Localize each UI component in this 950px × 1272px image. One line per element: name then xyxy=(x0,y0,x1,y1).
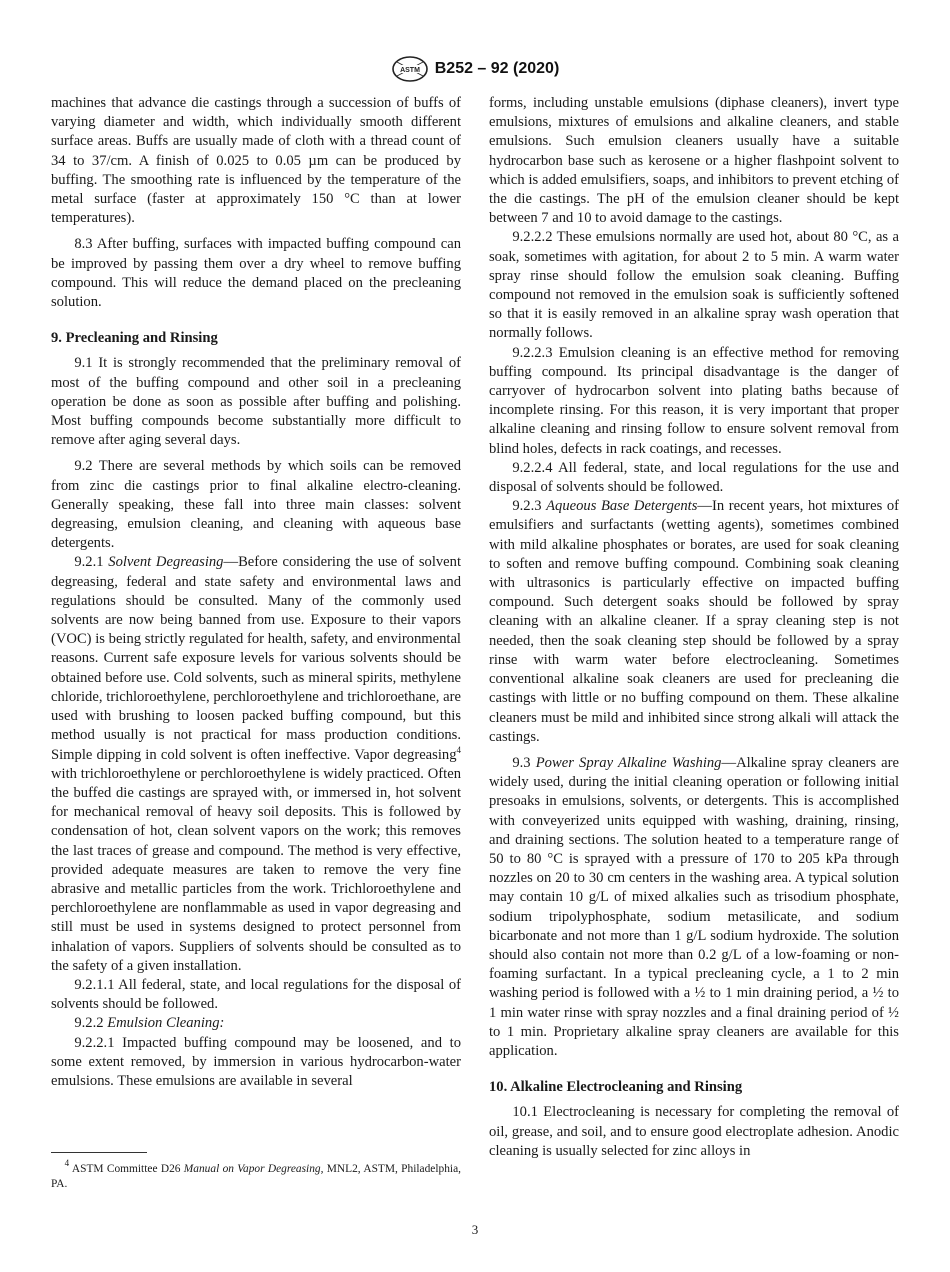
paragraph-9-2-2 xyxy=(51,1014,461,1033)
clause-number: 9.2.2 xyxy=(74,1015,104,1032)
clause-title: Power Spray Alkaline Washing xyxy=(535,754,722,771)
paragraph-8-2-cont: machines that advance die castings through a succession of buffs of varying diameter and width, which individually smooth different surface areas. Buffs are usually made of cloth with a thread count of 34 to 37/cm. A finish of 0.025 to 0.05 µm can be produced by buffing. The smoothing rate is influenced by the temperature of the metal surface (faster at approximately 150 °C than at lower temperatures). xyxy=(51,95,461,227)
clause-text: with trichloroethylene or perchloroethylene is widely practiced. Often the buffed die castings are sprayed with, or immersed in, hot solvent for mechanical removal of heavy soil deposits. This is followed by condensation of hot, clean solvent vapors on the work; this removes the last traces of grease and compound. The method is very effective, provided adequate measures are taken to remove the very fine abrasive and metallic particles from the work. Trichloroethylene and perchloroethylene are nonflammable as used in vapor degreasing and still must be used in systems designed to protect personnel from inhalation of vapors. Suppliers of solvents should be consulted as to the safety of a given installation. xyxy=(51,765,461,974)
astm-logo-icon xyxy=(391,56,429,82)
paragraph-9-2: 9.2 There are several methods by which soils can be removed from zinc die castings prior to final alkaline electro-cleaning. Generally speaking, these fall into three main classes: solvent degreasing, emulsion cleaning, and cleaning with aqueous base detergents. xyxy=(51,458,461,552)
clause-title: Solvent Degreasing xyxy=(108,554,224,571)
paragraph-9-2-2-1: 9.2.2.1 Impacted buffing compound may be loosened, and to some extent removed, by immersion in various hydrocarbon-water emulsions. These emulsions are available in several xyxy=(51,1034,461,1089)
clause-text: —Alkaline spray cleaners are widely used, during the initial cleaning operation or following initial presoaks in emulsions, solvents, or detergents. This is accomplished with conveyerized units equipped with washing, draining, rinsing, and draining sections. The solution heated to a temperature range of 50 to 80 °C is sprayed with a pressure of 170 to 205 kPa through nozzles on 20 to 30 cm centers in the washing area. A typical solution may contain 10 g/L of mixed alkalies such as trisodium phosphate, sodium tripolyphosphate, sodium metasilicate, and sodium bicarbonate and not more than 1 g/L sodium hydroxide. The solution should also contain not more than 0.2 g/L of a low-foaming or non-foaming surfactant. In a typical precleaning cycle, a 1 to 2 min washing period is followed with a ½ to 1 min draining period, a ½ to 1 min water rinse with spray nozzles and a final draining period of ½ to 1 min. Proprietary alkaline spray cleaners are available for this application. xyxy=(489,754,899,1059)
paragraph-9-2-1-1: 9.2.1.1 All federal, state, and local regulations for the disposal of solvents should be followed. xyxy=(51,976,461,1013)
footnote-ref[interactable]: 4 xyxy=(456,744,461,755)
paragraph-9-2-3 xyxy=(489,497,899,747)
section-10-heading: 10. Alkaline Electrocleaning and Rinsing xyxy=(489,1079,743,1096)
svg-text:ASTM: ASTM xyxy=(399,67,420,74)
paragraph-9-2-1 xyxy=(51,553,461,975)
clause-text: —Before considering the use of solvent degreasing, federal and state safety and environmental laws and regulations should be consulted. Many of the commonly used solvents are now being banned from use. Exposure to their vapors (VOC) is being strictly regulated for health, safety, and environmental reasons. Current safe exposure levels for various solvents should be obtained before use. Cold solvents, such as mineral spirits, methylene chloride, trichloroethylene, perchloroethylene and trichloroethane, are used with brushing to loosen packed buffing compound, but this method usually is not practical for mass production conditions. Simple dipping in cold solvent is often ineffective. Vapor degreasing xyxy=(51,554,461,763)
clause-number: 9.2.1 xyxy=(74,554,104,571)
paragraph-9-3 xyxy=(489,754,899,1061)
clause-title: Emulsion Cleaning: xyxy=(107,1015,225,1032)
section-9-heading: 9. Precleaning and Rinsing xyxy=(51,330,218,347)
footnote-4 xyxy=(51,1158,461,1192)
clause-number: 9.2.3 xyxy=(512,498,542,515)
clause-title: Aqueous Base Detergents xyxy=(546,498,698,515)
right-column xyxy=(489,94,899,1161)
footnote-number: 4 xyxy=(64,1158,70,1168)
paragraph-9-2-2-3: 9.2.2.3 Emulsion cleaning is an effective method for removing buffing compound. Its principal disadvantage is the danger of carryover of hydrocarbon solvent into plating baths because of incomplete rinsing. For this reason, it is very important that proper alkaline cleaning and rinsing follow to ensure solvent removal from blind holes, defects in rack coatings, and recesses. xyxy=(489,344,899,457)
footnote-text: MNL2, ASTM, Philadelphia, PA. xyxy=(51,1163,461,1190)
paragraph-8-3: 8.3 After buffing, surfaces with impacted buffing compound can be improved by passing them over a dry wheel to remove buffing compound. This will reduce the demand placed on the precleaning solution. xyxy=(51,236,461,311)
paragraph-9-1: 9.1 It is strongly recommended that the preliminary removal of most of the buffing compound and other soil in a precleaning operation be done as soon as possible after buffing and polishing. Most buffing compounds become substantially more difficult to remove after aging several days. xyxy=(51,355,461,449)
paragraph-9-2-2-2: 9.2.2.2 These emulsions normally are used hot, about 80 °C, as a soak, sometimes with agitation, for about 2 to 5 min. A warm water spray rinse should follow the emulsion soak cleaning. Buffing compound not removed in the emulsion soak is sufficiently softened so that it is easily removed in an alkaline spray wash operation that normally follows. xyxy=(489,229,899,342)
page-number: 3 xyxy=(471,1222,479,1237)
clause-text: —In recent years, hot mixtures of emulsifiers and surfactants (wetting agents), sometimes combined with mild alkaline phosphates or borates, are used for soak cleaning to soften and remove buffing compound. Combining soak cleaning with ultrasonics is particularly effective on impacted buffing compound. Such detergent soaks should be followed by spray cleaning with an alkaline cleaner. If a spray cleaning step is not needed, then the soak cleaning step should be followed by a spray rinse with warm water before electrocleaning. Sometimes conventional alkaline soak cleaners are used for precleaning die castings with little or no buffing compound on them. These alkaline cleaners must be mild and inhibited since strong alkali will attack the castings. xyxy=(489,498,899,745)
page-header xyxy=(0,56,950,82)
footnote-divider xyxy=(51,1152,147,1153)
paragraph-9-2-2-1-cont: forms, including unstable emulsions (diphase cleaners), invert type emulsions, mixtures of emulsions and alkaline cleaners, and stable emulsions. Such emulsion cleaners usually have a suitable hydrocarbon base such as kerosene or a higher flashpoint solvent to which is added emulsifiers, soaps, and inhibitors to prevent etching of the die castings. The pH of the emulsion cleaner should be kept between 7 and 10 to avoid damage to the castings. xyxy=(489,95,899,227)
clause-number: 9.3 xyxy=(512,754,531,771)
left-column xyxy=(51,94,461,1091)
footnote-title: Manual on Vapor Degreasing, xyxy=(183,1163,324,1175)
document-designation: B252 – 92 (2020) xyxy=(434,60,560,77)
paragraph-10-1: 10.1 Electrocleaning is necessary for completing the removal of oil, grease, and soil, and to ensure good electroplate adhesion. Anodic cleaning is usually selected for zinc alloys in xyxy=(489,1104,899,1159)
footnote-text: ASTM Committee D26 xyxy=(69,1163,184,1175)
paragraph-9-2-2-4: 9.2.2.4 All federal, state, and local regulations for the use and disposal of solvents should be followed. xyxy=(489,459,899,496)
